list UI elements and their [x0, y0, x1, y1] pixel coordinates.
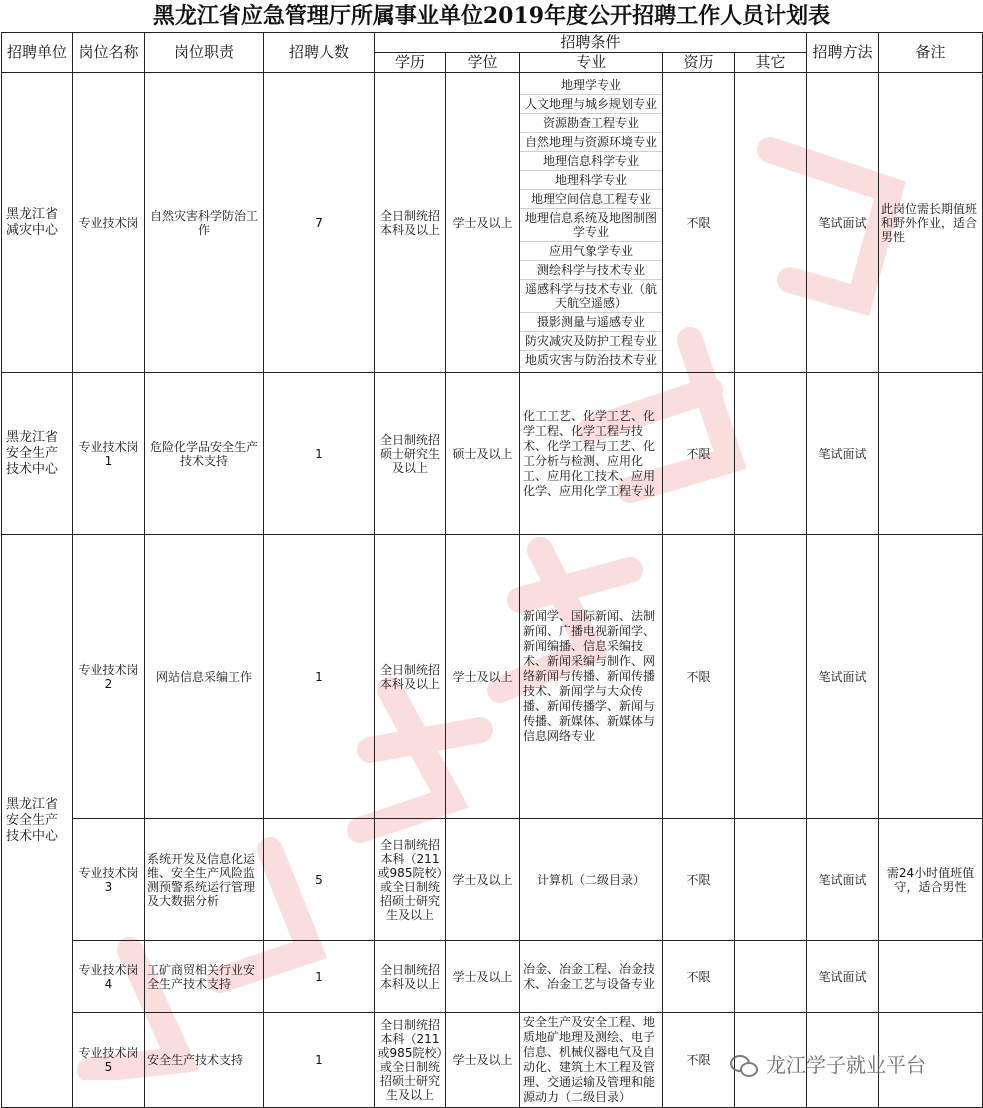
major-item: 遥感科学与技术专业（航天航空遥感）: [520, 280, 662, 313]
other-cell: [735, 941, 807, 1013]
other-cell: [735, 819, 807, 941]
table-row: [2, 941, 983, 1013]
major-item: 资源勘查工程专业: [520, 114, 662, 133]
degree-cell: 硕士及以上: [446, 373, 520, 535]
education-cell: 全日制统招本科（211或985院校）或全日制统招硕士研究生及以上: [375, 819, 446, 941]
education-cell: 全日制统招本科及以上: [375, 73, 446, 373]
major-item: 地理科学专业: [520, 171, 662, 190]
table-row: [2, 73, 983, 373]
position-cell: 专业技术岗: [73, 73, 145, 373]
method-cell: 笔试面试: [807, 535, 879, 819]
experience-cell: 不限: [663, 535, 735, 819]
method-cell: 笔试面试: [807, 819, 879, 941]
major-cell: 化工工艺、化学工艺、化学工程、化学工程与技术、化学工程与工艺、化工分析与检测、应用化工、应用化工技术、应用化学、应用化学工程专业: [520, 373, 663, 535]
header-position: 岗位名称: [73, 33, 145, 73]
header-conditions: 招聘条件: [375, 33, 807, 53]
major-item: 测绘科学与技术专业: [520, 261, 662, 280]
count-cell: 5: [264, 819, 375, 941]
watermark-text: 龙江学子就业平台: [766, 1053, 926, 1077]
major-item: 地理学专业: [520, 76, 662, 95]
remark-cell: 此岗位需长期值班和野外作业，适合男性: [879, 73, 983, 373]
major-item: 地理信息科学专业: [520, 152, 662, 171]
duty-cell: 危险化学品安全生产技术支持: [145, 373, 264, 535]
header-count: 招聘人数: [264, 33, 375, 73]
major-item: 地质灾害与防治技术专业: [524, 353, 657, 367]
header-duty: 岗位职责: [145, 33, 264, 73]
table-row: [2, 373, 983, 535]
method-cell: 笔试面试: [807, 941, 879, 1013]
remark-cell: 需24小时值班值守，适合男性: [879, 819, 983, 941]
experience-cell: 不限: [663, 941, 735, 1013]
header-education: 学历: [375, 53, 446, 73]
education-cell: 全日制统招本科及以上: [375, 535, 446, 819]
major-item: 应用气象学专业: [520, 242, 662, 261]
table-row: [2, 819, 983, 941]
major-item: 摄影测量与遥感专业: [520, 313, 662, 332]
major-list: [520, 73, 663, 373]
position-cell: 专业技术岗3: [73, 819, 145, 941]
header-unit: 招聘单位: [2, 33, 73, 73]
position-cell: 专业技术岗2: [73, 535, 145, 819]
duty-cell: 网站信息采编工作: [145, 535, 264, 819]
degree-cell: 学士及以上: [446, 73, 520, 373]
major-item: 人文地理与城乡规划专业: [520, 95, 662, 114]
wechat-icon: [730, 1053, 760, 1077]
education-cell: 全日制统招硕士研究生及以上: [375, 373, 446, 535]
header-degree: 学位: [446, 53, 520, 73]
experience-cell: 不限: [663, 1013, 735, 1108]
unit-cell: 黑龙江省减灾中心: [2, 73, 73, 373]
position-cell: 专业技术岗1: [73, 373, 145, 535]
header-major: 专业: [520, 53, 663, 73]
major-item: 自然地理与资源环境专业: [520, 133, 662, 152]
count-cell: 7: [264, 73, 375, 373]
table-row: [2, 535, 983, 819]
education-cell: 全日制统招本科及以上: [375, 941, 446, 1013]
degree-cell: 学士及以上: [446, 1013, 520, 1108]
major-cell: 冶金、冶金工程、冶金技术、冶金工艺与设备专业: [520, 941, 663, 1013]
method-cell: 笔试面试: [807, 73, 879, 373]
platform-watermark: [730, 1048, 926, 1082]
remark-cell: [879, 535, 983, 819]
major-cell: 安全生产及安全工程、地质地矿地理及测绘、电子信息、机械仪器电气及自动化、建筑土木工程及管理、交通运输及管理和能源动力（二级目录）: [520, 1013, 663, 1108]
major-item: 地理信息系统及地图制图学专业: [520, 209, 662, 242]
other-cell: [735, 73, 807, 373]
unit-cell: 黑龙江省安全生产技术中心: [2, 535, 73, 1108]
other-cell: [735, 535, 807, 819]
degree-cell: 学士及以上: [446, 819, 520, 941]
major-cell: 计算机（二级目录）: [520, 819, 663, 941]
count-cell: 1: [264, 1013, 375, 1108]
duty-cell: 工矿商贸相关行业安全生产技术支持: [145, 941, 264, 1013]
position-cell: 专业技术岗4: [73, 941, 145, 1013]
header-method: 招聘方法: [807, 33, 879, 73]
other-cell: [735, 373, 807, 535]
header-other: 其它: [735, 53, 807, 73]
duty-cell: 自然灾害科学防治工作: [145, 73, 264, 373]
major-item: 地理空间信息工程专业: [520, 190, 662, 209]
degree-cell: 学士及以上: [446, 535, 520, 819]
degree-cell: 学士及以上: [446, 941, 520, 1013]
experience-cell: 不限: [663, 819, 735, 941]
remark-cell: [879, 941, 983, 1013]
method-cell: 笔试面试: [807, 373, 879, 535]
count-cell: 1: [264, 373, 375, 535]
unit-cell: 黑龙江省安全生产技术中心: [2, 373, 73, 535]
duty-cell: 安全生产技术支持: [145, 1013, 264, 1108]
count-cell: 1: [264, 941, 375, 1013]
header-experience: 资历: [663, 53, 735, 73]
major-item: 防灾减灾及防护工程专业: [520, 332, 662, 351]
recruitment-table: [1, 32, 983, 1108]
education-cell: 全日制统招本科（211或985院校）或全日制统招硕士研究生及以上: [375, 1013, 446, 1108]
experience-cell: 不限: [663, 73, 735, 373]
position-cell: 专业技术岗5: [73, 1013, 145, 1108]
count-cell: 1: [264, 535, 375, 819]
major-cell: 新闻学、国际新闻、法制新闻、广播电视新闻学、新闻编播、信息采编技术、新闻采编与制作、网络新闻与传播、新闻传播技术、新闻学与大众传播、新闻传播学、新闻与传播、新媒体、新媒体与信息网络专业: [520, 535, 663, 819]
experience-cell: 不限: [663, 373, 735, 535]
page-title: 黑龙江省应急管理厅所属事业单位2019年度公开招聘工作人员计划表: [152, 3, 831, 29]
duty-cell: 系统开发及信息化运维、安全生产风险监测预警系统运行管理及大数据分析: [145, 819, 264, 941]
header-remark: 备注: [879, 33, 983, 73]
remark-cell: [879, 373, 983, 535]
